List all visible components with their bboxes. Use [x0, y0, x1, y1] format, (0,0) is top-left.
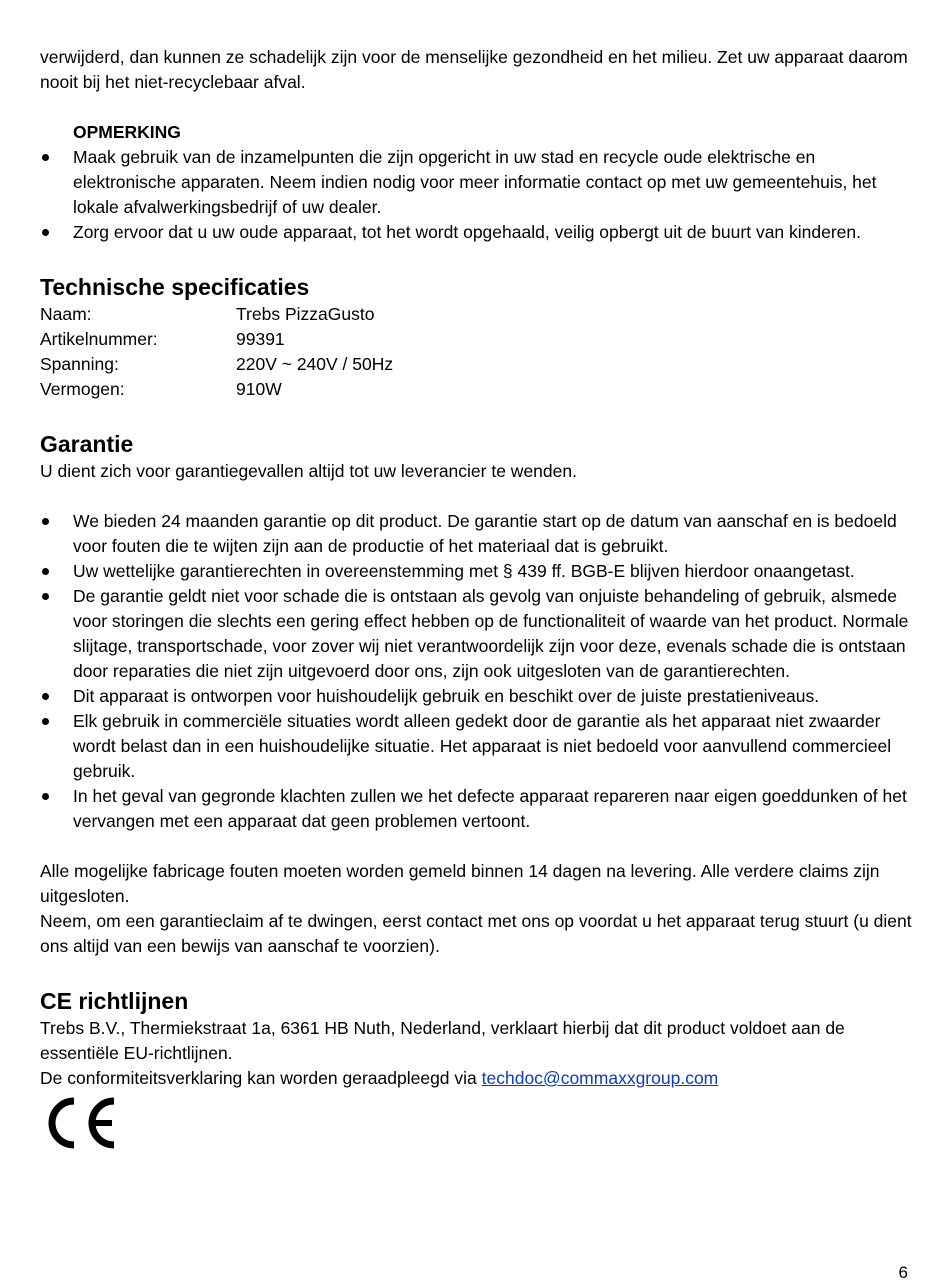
note-list [40, 145, 915, 245]
warranty-item: Uw wettelijke garantierechten in overeenstemming met § 439 ff. BGB-E blijven hierdoor onaangetast. [40, 559, 915, 584]
warranty-list [40, 509, 915, 834]
ce-conformity-text: De conformiteitsverklaring kan worden geraadpleegd via [40, 1068, 482, 1088]
warranty-item: In het geval van gegronde klachten zullen we het defecte apparaat repareren naar eigen goeddunken of het vervangen met een apparaat dat geen problemen vertoont. [40, 784, 915, 834]
warranty-paragraph: Alle mogelijke fabricage fouten moeten worden gemeld binnen 14 dagen na levering. Alle verdere claims zijn uitgesloten. [40, 861, 880, 906]
spec-value: Trebs PizzaGusto [236, 304, 375, 324]
note-item: Maak gebruik van de inzamelpunten die zijn opgericht in uw stad en recycle oude elektrische en elektronische apparaten. Neem indien nodig voor meer informatie contact op met uw gemeentehuis, het lokale afvalwerkingsbedrijf of uw dealer. [40, 145, 915, 220]
spec-row [40, 302, 915, 327]
spec-row [40, 352, 915, 377]
spec-label: Vermogen: [40, 379, 125, 399]
warranty-item: Dit apparaat is ontworpen voor huishoudelijk gebruik en beschikt over de juiste prestatieniveaus. [40, 684, 915, 709]
spec-row [40, 377, 915, 402]
note-title: OPMERKING [73, 122, 181, 142]
spec-row [40, 327, 915, 352]
warranty-intro: U dient zich voor garantiegevallen altijd tot uw leverancier te wenden. [40, 461, 577, 481]
warranty-item: Elk gebruik in commerciële situaties wordt alleen gedekt door de garantie als het apparaat niet zwaarder wordt belast dan in een huishoudelijke situatie. Het apparaat is niet bedoeld voor aanvullend commercieel gebruik. [40, 709, 915, 784]
warranty-item: We bieden 24 maanden garantie op dit product. De garantie start op de datum van aanschaf en is bedoeld voor fouten die te wijten zijn aan de productie of het materiaal dat is gebruikt. [40, 509, 915, 559]
spec-label: Artikelnummer: [40, 329, 158, 349]
note-item: Zorg ervoor dat u uw oude apparaat, tot het wordt opgehaald, veilig opbergt uit de buurt van kinderen. [40, 220, 915, 245]
ce-heading: CE richtlijnen [40, 988, 189, 1014]
specs-table [40, 302, 915, 402]
spec-value: 910W [236, 379, 282, 399]
spec-label: Spanning: [40, 354, 119, 374]
spec-value: 99391 [236, 329, 285, 349]
ce-declaration: Trebs B.V., Thermiekstraat 1a, 6361 HB Nuth, Nederland, verklaart hierbij dat dit product voldoet aan de essentiële EU-richtlijnen. [40, 1018, 845, 1063]
intro-paragraph: verwijderd, dan kunnen ze schadelijk zijn voor de menselijke gezondheid en het milieu. Zet uw apparaat daarom nooit bij het niet-recyclebaar afval. [40, 47, 908, 92]
specs-heading: Technische specificaties [40, 274, 310, 300]
document-page [40, 45, 915, 1158]
ce-conformity-line [40, 1066, 915, 1091]
ce-mark-icon [42, 1095, 915, 1158]
page-number: 6 [898, 1263, 908, 1282]
email-link[interactable]: techdoc@commaxxgroup.com [481, 1068, 719, 1088]
warranty-item: De garantie geldt niet voor schade die is ontstaan als gevolg van onjuiste behandeling of gebruik, alsmede voor storingen die slechts een gering effect hebben op de functionaliteit of waarde van het product. Normale slijtage, transportschade, voor zover wij niet verantwoordelijk zijn voor deze, evenals schade die is ontstaan door reparaties die niet zijn uitgevoerd door ons, zijn ook uitgesloten van de garantierechten. [40, 584, 915, 684]
spec-label: Naam: [40, 304, 92, 324]
warranty-heading: Garantie [40, 431, 134, 457]
warranty-paragraph: Neem, om een garantieclaim af te dwingen, eerst contact met ons op voordat u het apparaat terug stuurt (u dient ons altijd van een bewijs van aanschaf te voorzien). [40, 911, 912, 956]
spec-value: 220V ~ 240V / 50Hz [236, 354, 394, 374]
